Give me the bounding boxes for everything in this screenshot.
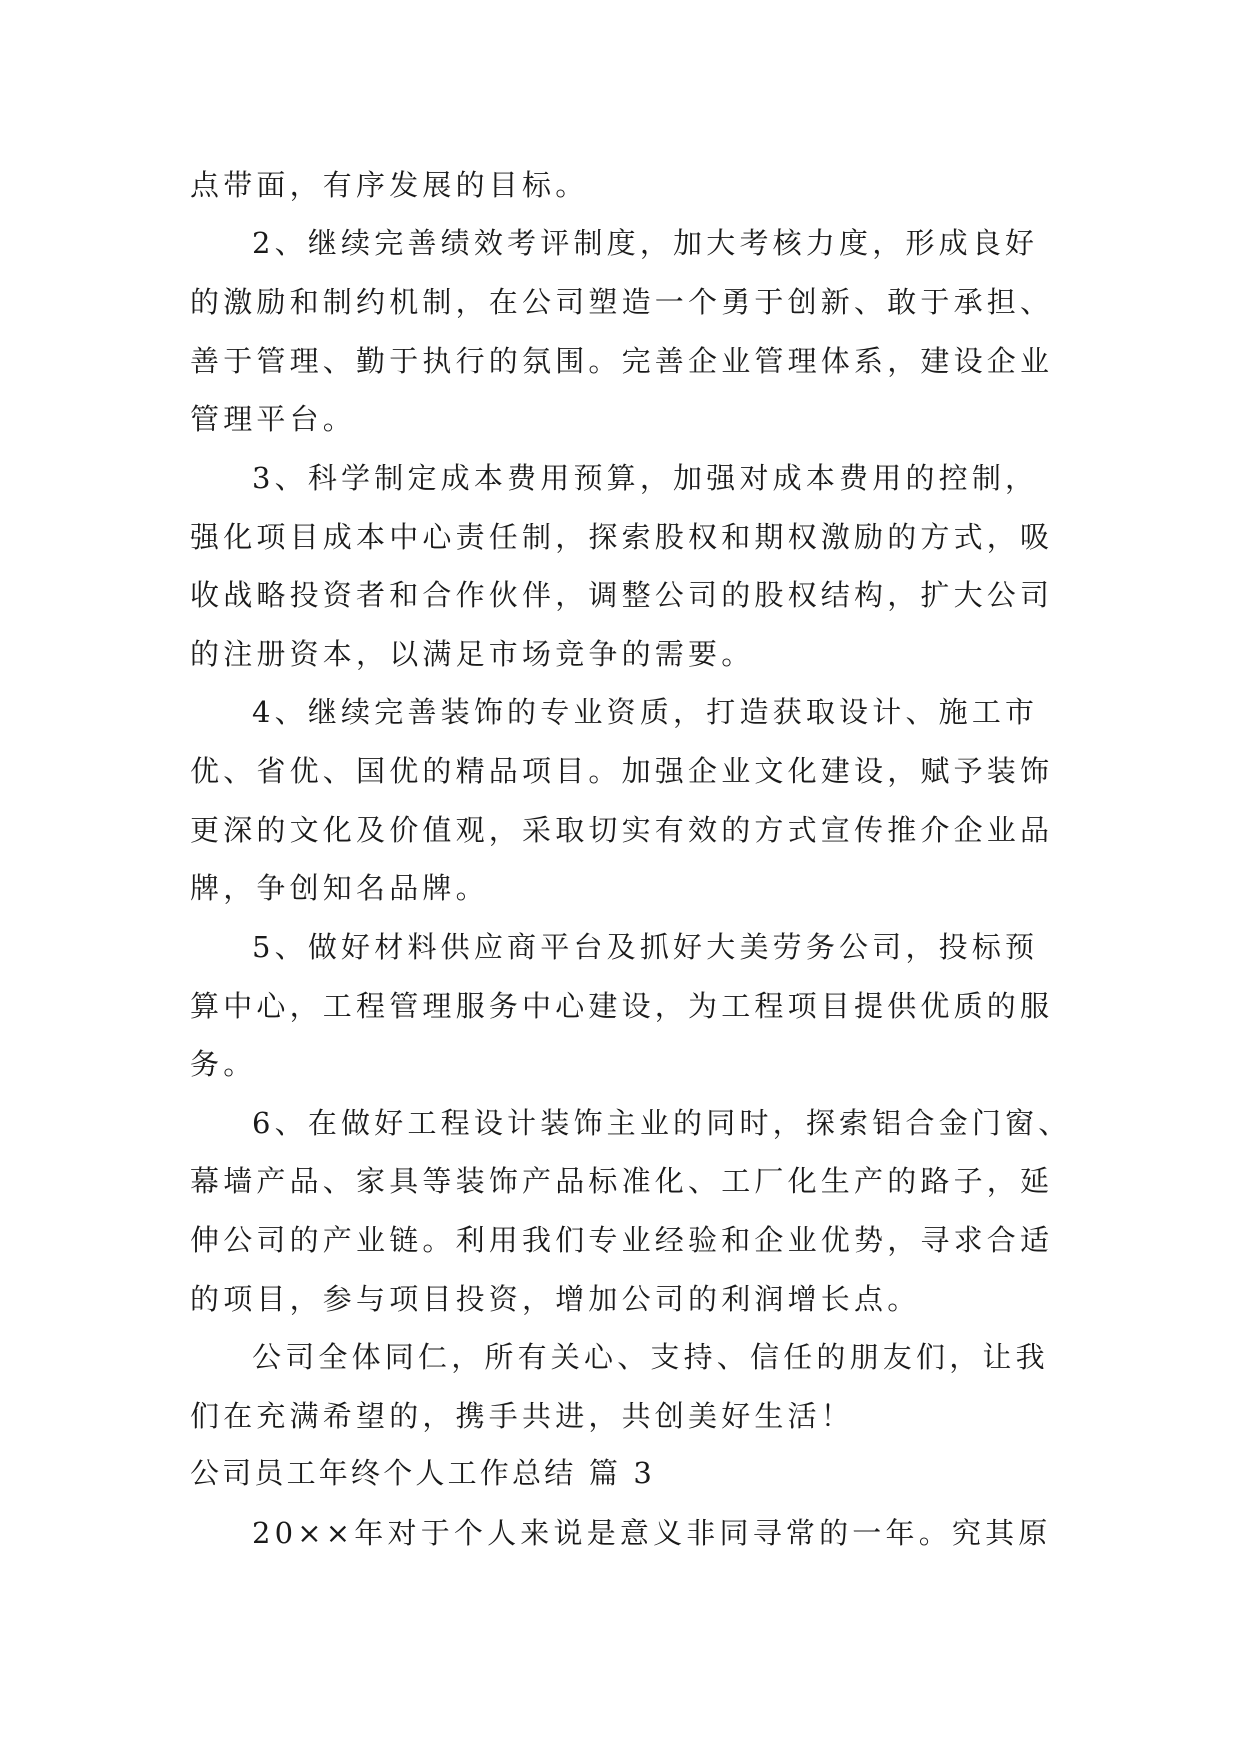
text-line: 们在充满希望的，携手共进，共创美好生活！ bbox=[190, 1399, 855, 1433]
text-line: 善于管理、勤于执行的氛围。完善企业管理体系，建设企业 bbox=[190, 344, 1054, 378]
paragraph-3-start: 3、科学制定成本费用预算，加强对成本费用的控制， bbox=[252, 461, 1039, 495]
text-line: 收战略投资者和合作伙伴，调整公司的股权结构，扩大公司 bbox=[190, 578, 1054, 612]
paragraph-5-start: 5、做好材料供应商平台及抓好大美劳务公司，投标预 bbox=[252, 930, 1039, 964]
section-3-first-line: 20××年对于个人来说是意义非同寻常的一年。究其原 bbox=[252, 1516, 1052, 1550]
closing-paragraph-start: 公司全体同仁，所有关心、支持、信任的朋友们，让我 bbox=[252, 1340, 1049, 1374]
text-line: 伸公司的产业链。利用我们专业经验和企业优势，寻求合适 bbox=[190, 1223, 1054, 1257]
text-line: 强化项目成本中心责任制，探索股权和期权激励的方式，吸 bbox=[190, 520, 1054, 554]
text-line: 牌，争创知名品牌。 bbox=[190, 871, 489, 905]
section-heading: 公司员工年终个人工作总结 篇 3 bbox=[190, 1456, 656, 1490]
text-line: 务。 bbox=[190, 1047, 257, 1081]
text-line: 更深的文化及价值观，采取切实有效的方式宣传推介企业品 bbox=[190, 813, 1054, 847]
text-line: 的项目，参与项目投资，增加公司的利润增长点。 bbox=[190, 1282, 921, 1316]
text-line: 的激励和制约机制，在公司塑造一个勇于创新、敢于承担、 bbox=[190, 285, 1054, 319]
paragraph-6-start: 6、在做好工程设计装饰主业的同时，探索铝合金门窗、 bbox=[252, 1106, 1072, 1140]
text-line: 优、省优、国优的精品项目。加强企业文化建设，赋予装饰 bbox=[190, 754, 1054, 788]
text-line: 的注册资本，以满足市场竞争的需要。 bbox=[190, 637, 755, 671]
text-line: 点带面，有序发展的目标。 bbox=[190, 168, 589, 202]
text-line: 幕墙产品、家具等装饰产品标准化、工厂化生产的路子，延 bbox=[190, 1164, 1054, 1198]
paragraph-2-start: 2、继续完善绩效考评制度，加大考核力度，形成良好 bbox=[252, 226, 1039, 260]
text-line: 管理平台。 bbox=[190, 402, 357, 436]
text-line: 算中心，工程管理服务中心建设，为工程项目提供优质的服 bbox=[190, 989, 1054, 1023]
paragraph-4-start: 4、继续完善装饰的专业资质，打造获取设计、施工市 bbox=[252, 695, 1039, 729]
